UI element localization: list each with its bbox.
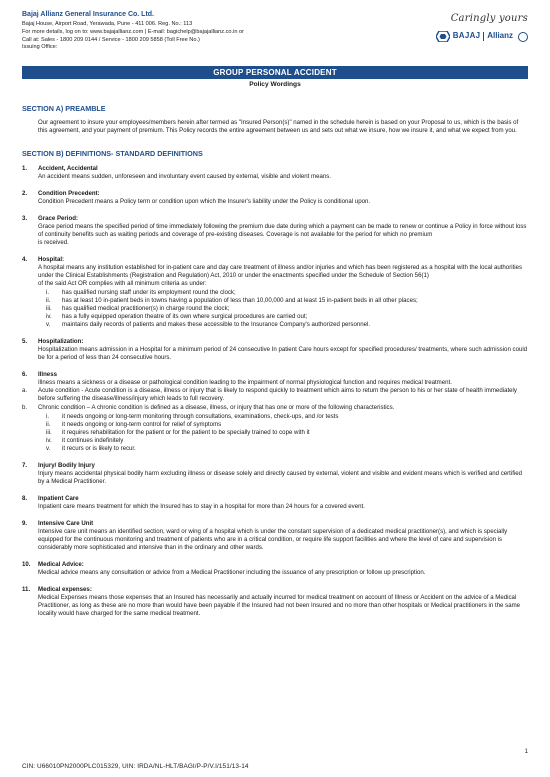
footer-uin: CIN: U66010PN2000PLC015329, UIN: IRDA/NL-HLT/BAGI/P-P/V.I/151/13-14: [22, 763, 249, 770]
chronic-characteristics-list: [38, 413, 528, 453]
definition-number: 11.: [22, 586, 31, 594]
definition-3: [22, 215, 528, 247]
call-details: Call at: Sales - 1800 209 0144 / Service - 1800 209 5858 (Toll Free No.): [22, 36, 200, 43]
definition-number: 4.: [22, 256, 28, 264]
definition-text: Medical advice means any consultation or advice from a Medical Practitioner including the issuance of any prescription or follow up prescription.: [38, 569, 426, 577]
definition-title: Intensive Care Unit: [38, 519, 94, 527]
list-item: i. has qualified nursing staff under its employment round the clock;: [46, 289, 236, 297]
preamble-text: Our agreement to insure your employees/members herein after termed as "Insured Person(s)" named in the schedule herein is based on your Proposal to us, which is the basis of this agreement, and your payment of premium. This Policy records the entire agreement between us and sets out what we insure, how we insure it, and what we expect from you.: [38, 119, 519, 135]
definition-number: 3.: [22, 214, 28, 222]
allianz-eagle-icon: [518, 32, 528, 42]
definition-text: Condition Precedent means a Policy term or condition upon which the Insurer's liability under the Policy is conditional upon.: [38, 197, 371, 205]
definition-6: [22, 371, 528, 452]
list-item: iv. it continues indefinitely: [46, 436, 124, 444]
company-name: Bajaj Allianz General Insurance Co. Ltd.: [22, 11, 154, 18]
logo-separator: [483, 32, 484, 41]
contact-details: For more details, log on to: www.bajajallianz.com | E-mail: bagichelp@bajajallianz.co.in or: [22, 28, 244, 35]
brand-logo: [408, 12, 528, 42]
definition-title: Medical Advice:: [38, 560, 84, 568]
hospital-criteria-list: [38, 289, 528, 329]
list-item: iii. it requires rehabilitation for the patient or for the patient to be specially trained to cope with it: [46, 428, 310, 436]
acute-condition-item: a. Acute condition - Acute condition is a disease, illness or injury that is likely to respond quickly to treatment which aims to return the person to his or her state of health immediately before suffering the disease/illness/injury which leads to full recovery.: [22, 387, 517, 403]
list-item: ii. has at least 10 in-patient beds in towns having a population of less than 10,00,000 and at least 15 in-patient beds in all other places;: [46, 297, 418, 305]
chronic-condition-item: b. Chronic condition – A chronic condition is defined as a disease, illness, or injury that has one or more of the following characteristics.: [22, 403, 395, 411]
page-number: 1: [524, 749, 528, 755]
definition-11: [22, 586, 528, 618]
document-header: [22, 8, 528, 64]
definition-title: Condition Precedent:: [38, 189, 100, 197]
definition-title: Hospital:: [38, 256, 65, 264]
document-subtitle: Policy Wordings: [249, 81, 301, 88]
definition-8: [22, 495, 528, 511]
definition-text: Injury means accidental physical bodily harm excluding illness or disease solely and directly caused by external, violent and visible and evident means which is verified and certified by a Medical Practitioner.: [38, 469, 523, 485]
definition-text: Illness means a sickness or a disease or pathological condition leading to the impairment of normal physiological function and requires medical treatment.: [38, 379, 452, 387]
company-address: Bajaj House, Airport Road, Yerawada, Pune - 411 006. Reg. No.: 113: [22, 21, 193, 28]
definition-title: Injury/ Bodily Injury: [38, 461, 95, 469]
definition-10: [22, 561, 528, 577]
section-a-heading: SECTION A) PREAMBLE: [22, 103, 106, 113]
definition-9: [22, 520, 528, 552]
definition-title: Hospitalization:: [38, 338, 84, 346]
bajaj-hexagon-icon: [436, 31, 450, 42]
definition-text: A hospital means any institution established for in-patient care and day care treatment of illness and/or injuries and which has been registered as a hospital with the local authorities under the Clinical Establishments (Registration and Regulation) Act, 2010 or under the enactments specified under the Schedule of Section 56(1): [38, 264, 523, 280]
issuing-office: Issuing Office:: [22, 44, 58, 51]
definition-title: Inpatient Care: [38, 494, 79, 502]
definition-text: Hospitalization means admission in a Hospital for a minimum period of 24 consecutive In patient Care hours except for specified procedures/ treatments, where such admission could be for a period of less than 24 consecutive hours.: [38, 346, 528, 362]
list-item: v. maintains daily records of patients and makes these accessible to the Insurance Company's authorized personnel.: [46, 321, 371, 329]
definition-text: An accident means sudden, unforeseen and involuntary event caused by external, visible and violent means.: [38, 172, 332, 180]
definition-number: 9.: [22, 519, 28, 527]
definition-text-continued: of the said Act OR complies with all minimum criteria as under:: [38, 280, 207, 288]
definition-number: 10.: [22, 560, 31, 568]
list-item: iv. has a fully equipped operation theatre of its own where surgical procedures are carried out;: [46, 313, 308, 321]
definition-7: [22, 462, 528, 486]
list-item: i. it needs ongoing or long-term monitoring through consultations, examinations, check-ups, and /or tests: [46, 412, 339, 420]
definition-number: 5.: [22, 338, 28, 346]
definition-text: Intensive care unit means an identified section, ward or wing of a hospital which is under the constant supervision of a dedicated medical practitioner(s), and which is specially equipped for the continuous monitoring and treatment of patients who are in a critical condition, or require life support facilities and where the level of care and supervision is considerably more sophisticated and intensive than in the ordinary and other wards.: [38, 527, 508, 551]
definition-5: [22, 338, 528, 362]
definition-text: Grace period means the specified period of time immediately following the premium due date during which a payment can be made to renew or continue a Policy in force without loss of continuity benefits such as waiting periods and coverage of pre-existing diseases. Coverage is not available for the period for which no premium: [38, 222, 527, 238]
definition-4: [22, 256, 528, 329]
document-title: GROUP PERSONAL ACCIDENT: [22, 66, 528, 79]
definition-title: Accident, Accidental: [38, 164, 98, 172]
list-item: ii. it needs ongoing or long-term control for relief of symptoms: [46, 420, 222, 428]
definition-title: Grace Period:: [38, 214, 78, 222]
definition-title: Illness: [38, 371, 57, 379]
list-item: iii. has qualified medical practitioner(s) in charge round the clock;: [46, 305, 230, 313]
definition-number: 2.: [22, 189, 28, 197]
section-b-heading: SECTION B) DEFINITIONS- STANDARD DEFINITIONS: [22, 149, 203, 159]
logo-row: [408, 31, 528, 42]
definition-number: 8.: [22, 494, 28, 502]
definition-number: 1.: [22, 164, 28, 172]
definition-text: Medical Expenses means those expenses that an Insured has necessarily and actually incurred for medical treatment on account of Illness or Accident on the advice of a Medical Practitioner, as long as these are no more than would have been payable if the Insured had not been Insured and no more than other hospitals or Medical practitioners in the same locality would have charged for the same medical treatment.: [38, 594, 521, 618]
definition-text: Inpatient care means treatment for which the Insured has to stay in a hospital for more than 24 hours for a covered event.: [38, 502, 365, 510]
definition-number: 7.: [22, 461, 28, 469]
definition-title: Medical expenses:: [38, 586, 92, 594]
logo-bajaj: BAJAJ: [452, 31, 481, 41]
company-info: [22, 10, 352, 52]
definition-2: [22, 190, 528, 206]
logo-allianz: Allianz: [487, 31, 513, 41]
definition-text-continued: is received.: [38, 238, 69, 246]
definition-number: 6.: [22, 371, 28, 379]
list-item: v. it recurs or is likely to recur.: [46, 444, 136, 452]
definition-1: [22, 165, 528, 181]
tagline: Caringly yours: [450, 13, 528, 24]
